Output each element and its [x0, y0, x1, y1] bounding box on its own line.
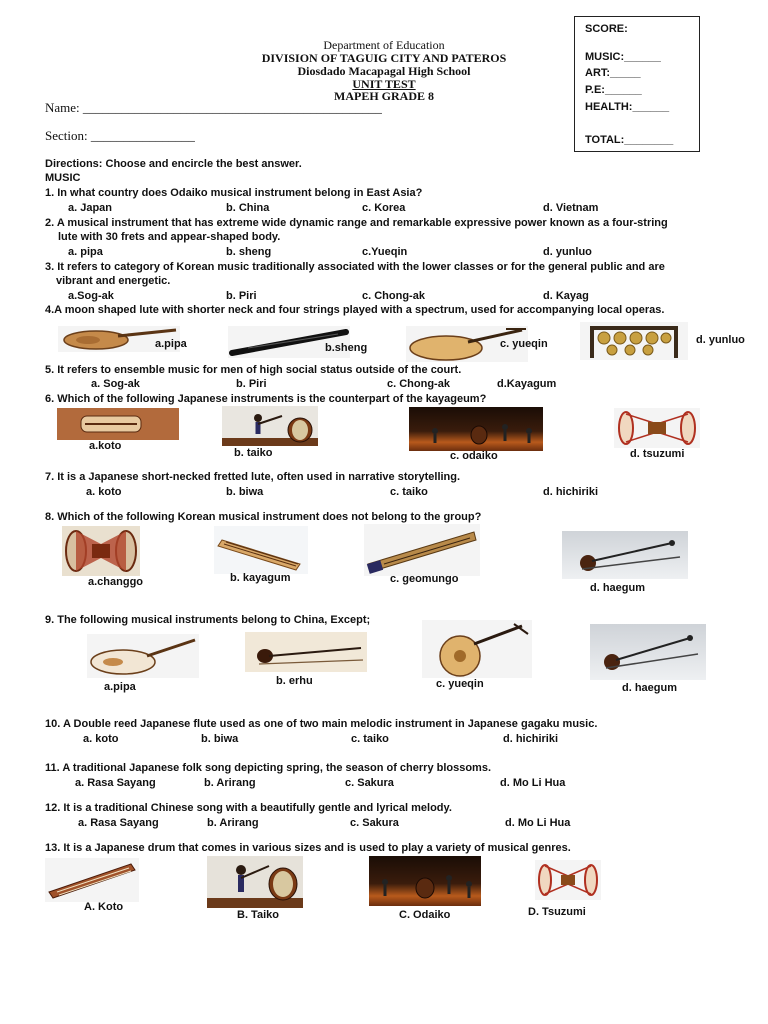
q5-choice-c[interactable]: c. Chong-ak	[387, 378, 450, 390]
music-score: MUSIC:______	[585, 51, 661, 63]
q5-choice-d[interactable]: d.Kayagum	[497, 378, 557, 390]
geomungo-image	[364, 524, 480, 576]
q7-choice-a[interactable]: a. koto	[86, 486, 122, 498]
pe-score: P.E:______	[585, 84, 642, 96]
q6-choice-c[interactable]: c. odaiko	[450, 450, 498, 462]
q4-choice-d[interactable]: d. yunluo	[696, 334, 745, 346]
q2-choice-c[interactable]: c.Yueqin	[362, 246, 408, 258]
tsuzumi-image-2	[535, 860, 601, 900]
q3-choice-c[interactable]: c. Chong-ak	[362, 290, 425, 302]
q9-choice-a[interactable]: a.pipa	[104, 681, 136, 693]
q4-choice-b[interactable]: b.sheng	[325, 342, 368, 354]
q10-choice-b[interactable]: b. biwa	[201, 733, 239, 745]
question-3-line1: 3. It refers to category of Korean music traditionally associated with the lower classes or for the general public and are	[45, 261, 665, 273]
q7-choice-b[interactable]: b. biwa	[226, 486, 264, 498]
question-13: 13. It is a Japanese drum that comes in various sizes and is used to play a variety of musical genres.	[45, 842, 571, 854]
q12-choice-d[interactable]: d. Mo Li Hua	[505, 817, 571, 829]
q8-choice-b[interactable]: b. kayagum	[230, 572, 291, 584]
question-8: 8. Which of the following Korean musical instrument does not belong to the group?	[45, 511, 482, 523]
q1-choice-c[interactable]: c. Korea	[362, 202, 406, 214]
question-5: 5. It refers to ensemble music for men of high social status outside of the court.	[45, 364, 462, 376]
q13-choice-c[interactable]: C. Odaiko	[399, 909, 451, 921]
section-title: MUSIC	[45, 172, 81, 184]
q1-choice-a[interactable]: a. Japan	[68, 202, 113, 214]
name-field[interactable]: Name: ______________________________________________	[45, 100, 382, 115]
question-2-line2: lute with 30 frets and appear-shaped body.	[58, 231, 281, 243]
haegum-image	[562, 531, 688, 579]
q5-choice-b[interactable]: b. Piri	[236, 378, 267, 390]
header-division: DIVISION OF TAGUIG CITY AND PATEROS	[261, 51, 507, 65]
q13-choice-b[interactable]: B. Taiko	[237, 909, 279, 921]
odaiko-image-2	[369, 856, 481, 906]
q2-choice-b[interactable]: b. sheng	[226, 246, 272, 258]
q6-choice-b[interactable]: b. taiko	[234, 447, 273, 459]
q2-choice-d[interactable]: d. yunluo	[543, 246, 592, 258]
haegum-image-2	[590, 624, 706, 680]
header-school: Diosdado Macapagal High School	[297, 64, 471, 78]
question-2-line1: 2. A musical instrument that has extreme wide dynamic range and remarkable expressive power known as a four-string	[45, 217, 668, 229]
q12-choice-c[interactable]: c. Sakura	[350, 817, 399, 829]
total-score: TOTAL:________	[585, 134, 674, 146]
q11-choice-b[interactable]: b. Arirang	[204, 777, 256, 789]
q13-choice-a[interactable]: A. Koto	[84, 901, 124, 913]
question-1: 1. In what country does Odaiko musical instrument belong in East Asia?	[45, 187, 423, 199]
score-label: SCORE:	[585, 23, 628, 35]
question-4: 4.A moon shaped lute with shorter neck and four strings played with a spectrum, used for accompanying local operas.	[45, 304, 665, 316]
yunluo-image	[580, 322, 688, 360]
art-score: ART:_____	[585, 67, 641, 79]
directions: Directions: Choose and encircle the best answer.	[45, 158, 302, 170]
q13-choice-d[interactable]: D. Tsuzumi	[528, 906, 586, 918]
q9-choice-c[interactable]: c. yueqin	[436, 678, 484, 690]
pipa-image-2	[87, 634, 199, 678]
question-12: 12. It is a traditional Chinese song with a beautifully gentle and lyrical melody.	[45, 802, 452, 814]
q2-choice-a[interactable]: a. pipa	[68, 246, 103, 258]
q1-choice-d[interactable]: d. Vietnam	[543, 202, 599, 214]
health-score: HEALTH:______	[585, 101, 670, 113]
q6-choice-a[interactable]: a.koto	[89, 440, 122, 452]
odaiko-image	[409, 407, 543, 451]
q9-choice-d[interactable]: d. haegum	[622, 682, 678, 694]
question-10: 10. A Double reed Japanese flute used as one of two main melodic instrument in Japanese gagaku music.	[45, 718, 598, 730]
q10-choice-d[interactable]: d. hichiriki	[503, 733, 559, 745]
q10-choice-a[interactable]: a. koto	[83, 733, 119, 745]
q8-choice-c[interactable]: c. geomungo	[390, 573, 459, 585]
q10-choice-c[interactable]: c. taiko	[351, 733, 389, 745]
q8-choice-a[interactable]: a.changgo	[88, 576, 144, 588]
tsuzumi-image	[614, 408, 700, 448]
score-box	[574, 16, 700, 152]
erhu-image	[245, 632, 367, 672]
q6-choice-d[interactable]: d. tsuzumi	[630, 448, 685, 460]
q3-choice-d[interactable]: d. Kayag	[543, 290, 589, 302]
header-subject: MAPEH GRADE 8	[334, 89, 434, 103]
kayagum-image	[214, 526, 308, 574]
question-3-line2: vibrant and energetic.	[56, 275, 171, 287]
q4-choice-a[interactable]: a.pipa	[155, 338, 187, 350]
q9-choice-b[interactable]: b. erhu	[276, 675, 313, 687]
q11-choice-d[interactable]: d. Mo Li Hua	[500, 777, 566, 789]
yueqin-image-2	[422, 620, 532, 678]
q11-choice-c[interactable]: c. Sakura	[345, 777, 394, 789]
q7-choice-d[interactable]: d. hichiriki	[543, 486, 599, 498]
header-dept: Department of Education	[323, 38, 445, 52]
q4-choice-c[interactable]: c. yueqin	[500, 338, 548, 350]
question-7: 7. It is a Japanese short-necked fretted lute, often used in narrative storytelling.	[45, 471, 461, 483]
changgo-image	[62, 526, 140, 576]
q5-choice-a[interactable]: a. Sog-ak	[91, 378, 140, 390]
q12-choice-b[interactable]: b. Arirang	[207, 817, 259, 829]
q3-choice-a[interactable]: a.Sog-ak	[68, 290, 114, 302]
q8-choice-d[interactable]: d. haegum	[590, 582, 646, 594]
q11-choice-a[interactable]: a. Rasa Sayang	[75, 777, 156, 789]
question-9: 9. The following musical instruments belong to China, Except;	[45, 614, 371, 626]
taiko-image	[222, 406, 318, 446]
taiko-image-2	[207, 856, 303, 908]
question-11: 11. A traditional Japanese folk song depicting spring, the season of cherry blossoms.	[45, 762, 492, 774]
header-test: UNIT TEST	[352, 77, 416, 91]
koto-image-2	[45, 858, 139, 902]
q1-choice-b[interactable]: b. China	[226, 202, 270, 214]
question-6: 6. Which of the following Japanese instruments is the counterpart of the kayageum?	[45, 393, 487, 405]
q12-choice-a[interactable]: a. Rasa Sayang	[78, 817, 159, 829]
section-field[interactable]: Section: ________________	[45, 128, 195, 143]
koto-image	[57, 408, 179, 440]
q7-choice-c[interactable]: c. taiko	[390, 486, 428, 498]
q3-choice-b[interactable]: b. Piri	[226, 290, 257, 302]
